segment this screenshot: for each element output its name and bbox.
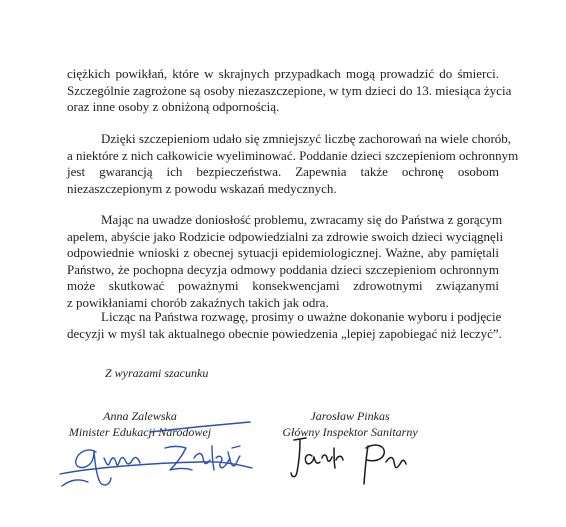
signatory-title: Główny Inspektor Sanitarny <box>282 425 418 439</box>
paragraph-line: ciężkich powikłań, które w skrajnych przypadkach mogą prowadzić do śmierci. <box>67 66 499 81</box>
paragraph-line: apelem, abyście jako Rodzicie odpowiedzialni za zdrowie swoich dzieci wyciągnęli <box>67 228 504 244</box>
paragraph-line: Mając na uwadze doniosłość problemu, zwracamy się do Państwa z gorącym <box>101 212 503 227</box>
paragraph-line: z powikłaniami chorób zakaźnych takich jak odra. <box>67 294 329 310</box>
paragraph-line: decyzji w myśl tak aktualnego obecnie powiedzenia „lepiej zapobiegać niż leczyć”. <box>67 325 502 341</box>
signatory-name: Jarosław Pinkas <box>310 409 390 423</box>
paragraph-line: niezaszczepionym z powodu wskazań medycznych. <box>67 180 337 196</box>
paragraph-line: oraz inne osoby z obniżoną odpornością. <box>67 99 280 114</box>
paragraph-line: Licząc na Państwa rozwagę, prosimy o uważne dokonanie wyboru i podjęcie <box>101 309 502 324</box>
paragraph-line: Państwo, że pochopna decyzja odmowy poddania dzieci szczepieniom ochronnym <box>67 261 499 277</box>
paragraph-line: odpowiednie wnioski z obecnej sytuacji epidemiologicznej. Ważne, aby pamiętali <box>67 245 499 260</box>
paragraph-line: a niektóre z nich całkowicie wyeliminować. Poddanie dzieci szczepieniom ochronnym <box>67 147 519 163</box>
signatory-title: Minister Edukacji Narodowej <box>68 425 212 439</box>
paragraph-line: Dzięki szczepieniom udało się zmniejszyć liczbę zachorowań na wiele chorób, <box>101 131 512 146</box>
closing-salutation: Z wyrazami szacunku <box>105 366 209 380</box>
paragraph-line: jest gwarancją ich bezpieczeństwa. Zapewnia także ochronę osobom <box>67 164 499 179</box>
paragraph-line: może skutkować poważnymi konsekwencjami zdrowotnymi związanymi <box>67 278 499 293</box>
signatory-name: Anna Zalewska <box>103 409 177 423</box>
paragraph-line: Szczególnie zagrożone są osoby niezaszczepione, w tym dzieci do 13. miesiąca życia <box>67 82 512 98</box>
